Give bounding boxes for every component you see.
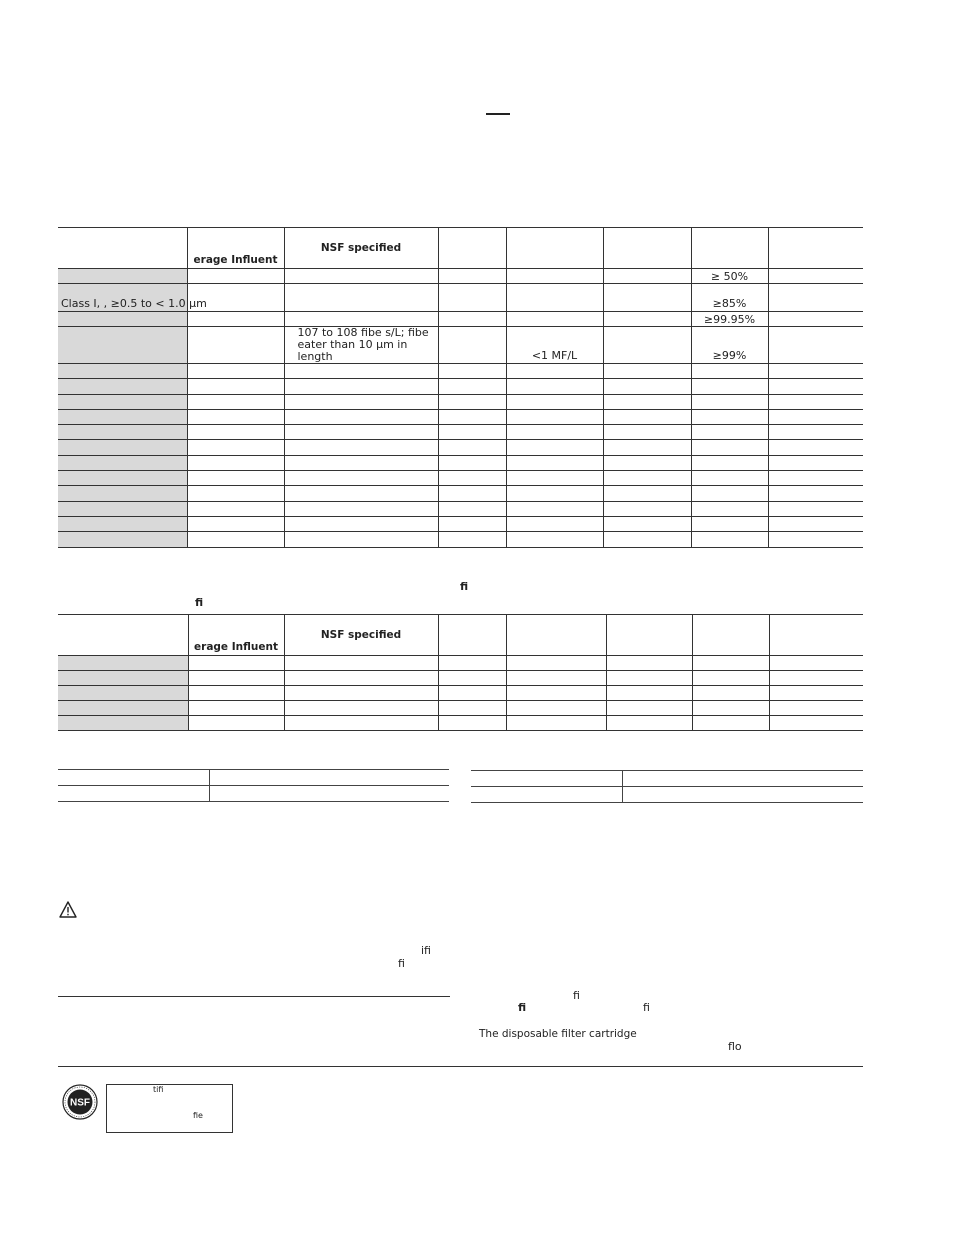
table-row <box>58 312 863 327</box>
table-cell <box>691 440 768 455</box>
header-cell <box>691 228 768 269</box>
table-row <box>58 486 863 501</box>
table-cell <box>506 701 606 716</box>
table-cell <box>58 786 209 802</box>
table-cell <box>438 284 506 312</box>
header-cell <box>692 615 769 656</box>
table-cell <box>187 471 284 486</box>
table-cell <box>187 501 284 516</box>
header-cell-text: NSF specified <box>320 242 402 254</box>
table-row <box>58 516 863 531</box>
text-fragment: flo <box>728 1040 742 1053</box>
header-cell: erage Influent <box>188 615 284 656</box>
table-cell <box>692 671 769 686</box>
certification-box <box>106 1084 233 1133</box>
table-cell <box>769 671 863 686</box>
table-cell <box>438 532 506 547</box>
table-cell <box>58 716 188 731</box>
table-cell: ≥ 50% <box>691 269 768 284</box>
table-cell <box>691 516 768 531</box>
table-row <box>58 656 863 671</box>
table-cell <box>691 394 768 409</box>
table-cell <box>603 409 691 424</box>
table-cell <box>284 716 438 731</box>
table-cell <box>284 364 438 379</box>
table-cell <box>284 425 438 440</box>
table-cell <box>768 486 863 501</box>
table-cell <box>506 425 603 440</box>
table-cell <box>284 312 438 327</box>
table-cell <box>438 364 506 379</box>
table-cell <box>506 486 603 501</box>
table-cell <box>606 686 692 701</box>
table-cell <box>438 440 506 455</box>
table-cell <box>187 532 284 547</box>
table-cell <box>769 686 863 701</box>
table-cell <box>768 394 863 409</box>
text-fragment: tifi <box>153 1085 164 1094</box>
table-cell <box>58 486 187 501</box>
table-cell <box>768 409 863 424</box>
table-cell <box>438 394 506 409</box>
table-cell <box>187 425 284 440</box>
table-row <box>58 671 863 686</box>
text-fragment: fi <box>573 989 580 1002</box>
table-cell <box>58 701 188 716</box>
table-cell <box>603 327 691 364</box>
text-fragment: fi <box>195 596 204 609</box>
table-row <box>58 379 863 394</box>
table-row <box>58 269 863 284</box>
header-cell: erage Influent <box>187 228 284 269</box>
table-cell <box>58 532 187 547</box>
table-cell <box>691 379 768 394</box>
table-cell <box>284 501 438 516</box>
table-cell <box>471 787 622 803</box>
table-cell <box>209 770 449 786</box>
table-cell <box>768 364 863 379</box>
table-row <box>58 455 863 470</box>
table-cell <box>768 425 863 440</box>
header-cell <box>506 228 603 269</box>
header-cell <box>58 615 188 656</box>
table-cell <box>188 686 284 701</box>
table-cell <box>603 471 691 486</box>
table-cell <box>438 516 506 531</box>
table-row <box>58 770 449 786</box>
table-row <box>58 394 863 409</box>
table-cell <box>603 364 691 379</box>
table-cell <box>58 364 187 379</box>
table-cell <box>284 486 438 501</box>
table-cell: Class I, , ≥0.5 to < 1.0 μm <box>58 284 187 312</box>
header-cell <box>606 615 692 656</box>
table-cell <box>187 409 284 424</box>
column-divider <box>58 996 450 997</box>
text-fragment: fi <box>518 1001 527 1014</box>
table-cell <box>187 486 284 501</box>
table-row <box>58 440 863 455</box>
table-cell <box>58 409 187 424</box>
table-cell <box>188 671 284 686</box>
table-cell <box>438 425 506 440</box>
table-cell <box>603 379 691 394</box>
header-cell <box>603 228 691 269</box>
footer-divider <box>58 1066 863 1067</box>
table-cell <box>209 786 449 802</box>
table-cell <box>603 532 691 547</box>
table-row <box>471 771 863 787</box>
table-cell <box>691 532 768 547</box>
table-cell <box>188 716 284 731</box>
table-cell <box>506 284 603 312</box>
table-cell <box>506 440 603 455</box>
table-cell <box>606 716 692 731</box>
table-cell <box>506 501 603 516</box>
table-cell <box>284 455 438 470</box>
table-cell: 107 to 108 fibe s/L; fibe eater than 10 μm in length <box>284 327 438 364</box>
table-cell <box>603 501 691 516</box>
table-cell <box>603 440 691 455</box>
table-cell <box>187 312 284 327</box>
table-cell <box>58 770 209 786</box>
table-cell <box>58 312 187 327</box>
table-cell <box>622 787 863 803</box>
table-cell <box>188 701 284 716</box>
table-cell <box>769 656 863 671</box>
table-cell <box>58 656 188 671</box>
table-cell <box>506 455 603 470</box>
table-cell <box>692 656 769 671</box>
table-cell <box>506 671 606 686</box>
table-cell <box>691 471 768 486</box>
table-cell: <1 MF/L <box>506 327 603 364</box>
table-cell <box>187 440 284 455</box>
table-cell <box>768 312 863 327</box>
table-cell <box>438 716 506 731</box>
table-cell <box>58 327 187 364</box>
table-cell <box>284 701 438 716</box>
table-cell <box>438 455 506 470</box>
table-cell <box>58 686 188 701</box>
table-cell <box>438 409 506 424</box>
table-cell <box>506 312 603 327</box>
performance-table-2 <box>58 614 863 731</box>
table-row <box>58 701 863 716</box>
table-cell <box>606 656 692 671</box>
table-cell <box>691 409 768 424</box>
table-row <box>58 284 863 312</box>
table-row <box>58 686 863 701</box>
table-cell <box>438 501 506 516</box>
table-cell <box>187 379 284 394</box>
table-cell <box>284 284 438 312</box>
table-cell <box>603 284 691 312</box>
table-cell <box>691 425 768 440</box>
table-cell <box>768 440 863 455</box>
table-cell <box>768 501 863 516</box>
nsf-certified-logo <box>62 1084 98 1120</box>
table-cell <box>187 364 284 379</box>
table-cell <box>471 771 622 787</box>
header-cell <box>58 228 187 269</box>
table-header-row <box>58 615 863 656</box>
table-cell <box>506 532 603 547</box>
header-cell <box>769 615 863 656</box>
table-cell <box>438 312 506 327</box>
header-cell <box>284 615 438 656</box>
table-cell <box>187 327 284 364</box>
header-cell-text: NSF specified <box>320 629 402 641</box>
table-cell <box>438 269 506 284</box>
table-cell <box>622 771 863 787</box>
text-fragment: fie <box>193 1111 203 1120</box>
table-cell <box>438 486 506 501</box>
table-row <box>58 786 449 802</box>
table-cell: ≥99.95% <box>691 312 768 327</box>
table-cell <box>768 471 863 486</box>
table-header-row <box>58 228 863 269</box>
table-row <box>58 471 863 486</box>
table-cell <box>438 686 506 701</box>
table-cell <box>506 656 606 671</box>
table-cell <box>769 716 863 731</box>
warning-triangle-icon <box>59 901 77 918</box>
table-cell <box>769 701 863 716</box>
table-cell <box>506 516 603 531</box>
table-cell <box>691 486 768 501</box>
table-cell <box>438 327 506 364</box>
performance-table-1 <box>58 227 863 548</box>
header-cell <box>438 228 506 269</box>
header-cell <box>284 228 438 269</box>
table-cell <box>606 671 692 686</box>
table-cell <box>506 471 603 486</box>
table-cell <box>187 394 284 409</box>
table-cell <box>438 471 506 486</box>
table-row <box>58 501 863 516</box>
nsf-logo-text: NSF <box>70 1097 90 1109</box>
header-cell <box>506 615 606 656</box>
table-cell <box>284 394 438 409</box>
table-cell <box>603 486 691 501</box>
table-cell <box>438 701 506 716</box>
table-cell <box>58 440 187 455</box>
table-cell <box>438 379 506 394</box>
table-cell <box>768 269 863 284</box>
text-fragment: ifi <box>421 944 431 957</box>
table-cell <box>284 471 438 486</box>
table-row <box>58 364 863 379</box>
table-cell <box>284 379 438 394</box>
table-cell <box>58 269 187 284</box>
table-cell <box>284 269 438 284</box>
table-cell <box>768 532 863 547</box>
table-cell <box>506 409 603 424</box>
table-cell <box>603 516 691 531</box>
table-cell <box>284 409 438 424</box>
table-cell <box>603 394 691 409</box>
table-row <box>471 787 863 803</box>
table-cell <box>506 379 603 394</box>
title-dash <box>486 113 510 115</box>
table-cell <box>284 516 438 531</box>
table-cell <box>603 425 691 440</box>
table-cell <box>58 471 187 486</box>
text-fragment: fi <box>643 1001 650 1014</box>
table-cell <box>58 455 187 470</box>
table-cell <box>506 686 606 701</box>
table-cell <box>506 269 603 284</box>
table-cell <box>438 671 506 686</box>
table-cell <box>284 686 438 701</box>
table-cell <box>692 701 769 716</box>
table-cell <box>284 440 438 455</box>
table-cell <box>506 364 603 379</box>
table-cell <box>506 394 603 409</box>
table-cell <box>768 516 863 531</box>
table-cell <box>58 671 188 686</box>
table-cell <box>606 701 692 716</box>
table-cell <box>603 312 691 327</box>
table-row <box>58 716 863 731</box>
table-cell <box>768 379 863 394</box>
cartridge-text: The disposable filter cartridge <box>479 1028 637 1040</box>
table-cell <box>58 379 187 394</box>
table-cell <box>187 269 284 284</box>
table-cell <box>284 671 438 686</box>
table-cell <box>187 455 284 470</box>
text-fragment: fi <box>398 957 405 970</box>
table-cell <box>691 501 768 516</box>
table-row <box>58 327 863 364</box>
table-cell <box>692 686 769 701</box>
text-fragment: fi <box>460 580 469 593</box>
table-cell: ≥85% <box>691 284 768 312</box>
table-row <box>58 409 863 424</box>
table-cell: ≥99% <box>691 327 768 364</box>
table-cell <box>692 716 769 731</box>
table-cell <box>58 425 187 440</box>
table-cell <box>58 516 187 531</box>
table-cell <box>284 532 438 547</box>
table-cell <box>506 716 606 731</box>
table-row <box>58 532 863 547</box>
spec-table-left <box>58 769 449 802</box>
table-cell <box>691 455 768 470</box>
table-cell <box>691 364 768 379</box>
table-cell <box>188 656 284 671</box>
table-cell <box>768 455 863 470</box>
table-cell <box>603 269 691 284</box>
table-cell <box>438 656 506 671</box>
table-cell <box>187 516 284 531</box>
header-cell <box>438 615 506 656</box>
table-cell <box>58 501 187 516</box>
table-cell <box>603 455 691 470</box>
header-cell <box>768 228 863 269</box>
table-cell <box>284 656 438 671</box>
table-cell <box>768 284 863 312</box>
table-cell <box>58 394 187 409</box>
table-row <box>58 425 863 440</box>
table-cell <box>768 327 863 364</box>
spec-table-right <box>471 770 863 803</box>
